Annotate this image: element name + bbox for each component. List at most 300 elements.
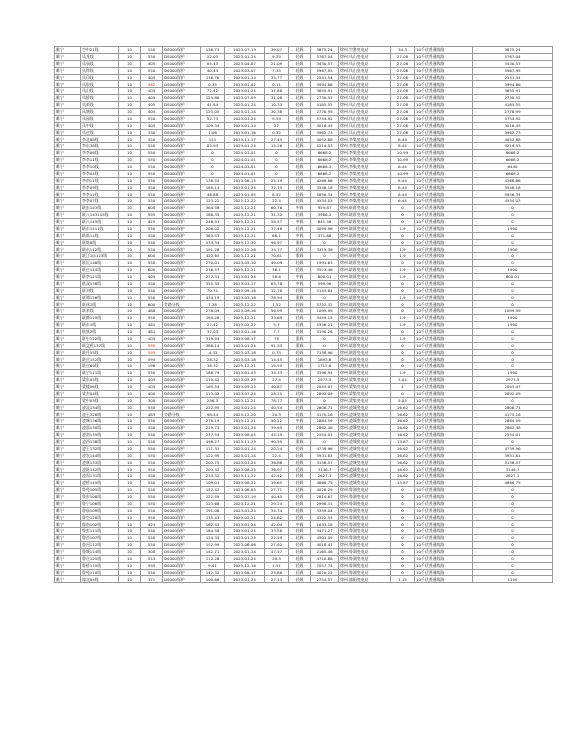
open-capacity-cell: 0 (473, 548, 553, 555)
protection-cell: DS000保护 (163, 170, 201, 177)
voltage-cell: 10 (119, 205, 141, 212)
line-name-cell: 鲁宁106线 (81, 500, 119, 507)
available-capacity-cell: 0 (311, 253, 339, 260)
open-capacity-cell: 0 (473, 555, 553, 562)
substation-capacity-cell: 0 (391, 287, 415, 294)
voltage-cell: 10 (119, 452, 141, 459)
max-load-cell: -4.32 (201, 349, 225, 356)
line-type-cell: 10千伏普通线路 (415, 129, 473, 136)
available-capacity-cell: 0 (311, 438, 339, 445)
max-load-cell: 83.93 (201, 143, 225, 150)
max-load-cell: 27.42 (201, 322, 225, 329)
available-capacity-cell: 4020.22 (311, 569, 339, 576)
load-status-cell: 轻载 (289, 60, 311, 67)
rated-capacity-cell: 550 (141, 198, 163, 205)
open-capacity-cell: 1900 (473, 322, 553, 329)
table-row (55, 569, 553, 576)
line-type-cell: 10千伏普通线路 (415, 576, 473, 583)
available-capacity-cell: 3875.24 (311, 47, 339, 54)
rated-capacity-cell: 462 (141, 81, 163, 88)
max-load-cell: 355.35 (201, 280, 225, 287)
voltage-cell: 10 (119, 53, 141, 60)
max-load-cell: 434.19 (201, 294, 225, 301)
voltage-cell: 10 (119, 480, 141, 487)
voltage-cell: 10 (119, 404, 141, 411)
load-status-cell: 轻载 (289, 212, 311, 219)
max-load-cell: 37.03 (201, 328, 225, 335)
protection-cell: DS000保护 (163, 377, 201, 384)
voltage-cell: 10 (119, 459, 141, 466)
line-name-cell: 联来线 (81, 308, 119, 315)
load-rate-cell: 79 (265, 335, 289, 342)
max-load-cell: 123.22 (201, 198, 225, 205)
substation-cell: 徐州.鲁湖变电站 (339, 514, 391, 521)
voltage-cell: 10 (119, 280, 141, 287)
max-load-date-cell: 2023-07-19 (225, 493, 265, 500)
rated-capacity-cell: 550 (141, 493, 163, 500)
line-type-cell: 10千伏普通线路 (415, 493, 473, 500)
rated-capacity-cell: 550 (141, 507, 163, 514)
county-cell: 睢宁 (55, 150, 81, 157)
max-load-cell: 52.03 (201, 53, 225, 60)
max-load-cell: 46.88 (201, 191, 225, 198)
protection-cell: DS000保护 (163, 273, 201, 280)
line-type-cell: 10千伏普通线路 (415, 521, 473, 528)
voltage-cell: 10 (119, 370, 141, 377)
load-rate-cell: 5.7 (265, 322, 289, 329)
max-load-cell: 152.42 (201, 487, 225, 494)
max-load-cell: 0 (201, 163, 225, 170)
line-type-cell: 10千伏普通线路 (415, 562, 473, 569)
county-cell: 睢宁 (55, 562, 81, 569)
open-capacity-cell: 1900 (473, 267, 553, 274)
load-status-cell: 轻载 (289, 404, 311, 411)
available-capacity-cell: 5190.28 (311, 328, 339, 335)
table-row (55, 273, 553, 280)
protection-cell: DS000保护 (163, 150, 201, 157)
substation-cell: 徐州.李集变电站 (339, 177, 391, 184)
line-name-cell: 联庄152线 (81, 356, 119, 363)
load-status-cell: 轻载 (289, 356, 311, 363)
county-cell: 睢宁 (55, 81, 81, 88)
open-capacity-cell: 2884.59 (473, 418, 553, 425)
open-capacity-cell: 2730.52 (473, 95, 553, 102)
open-capacity-cell: 4268.86 (473, 177, 553, 184)
rated-capacity-cell: 550 (141, 157, 163, 164)
protection-cell: DS000保护 (163, 363, 201, 370)
max-load-cell: 112.28 (201, 555, 225, 562)
table-row (55, 507, 553, 514)
max-load-cell: 276.19 (201, 418, 225, 425)
available-capacity-cell: 3994.86 (311, 81, 339, 88)
substation-cell: 徐州.凤山变电站 (339, 115, 391, 122)
rated-capacity-cell: 425 (141, 218, 163, 225)
open-capacity-cell: 3931.81 (473, 452, 553, 459)
available-capacity-cell: 3430.57 (311, 60, 339, 67)
load-status-cell: 中载 (289, 308, 311, 315)
substation-capacity-cell: 0 (391, 232, 415, 239)
voltage-cell: 10 (119, 294, 141, 301)
max-load-cell: 85.43 (201, 60, 225, 67)
substation-capacity-cell: 16.62 (391, 445, 415, 452)
open-capacity-cell: 0 (473, 356, 553, 363)
open-capacity-cell: 0 (473, 487, 553, 494)
county-cell: 睢宁 (55, 218, 81, 225)
line-name-cell: 凤龙线 (81, 53, 119, 60)
load-rate-cell: 32.75 (265, 184, 289, 191)
protection-cell: DS000保护 (163, 562, 201, 569)
line-type-cell: 10千伏普通线路 (415, 363, 473, 370)
rated-capacity-cell: 550 (141, 528, 163, 535)
table-row (55, 459, 553, 466)
substation-cell: 徐州.凌城变电站 (339, 425, 391, 432)
max-load-cell: 40.43 (201, 67, 225, 74)
county-cell: 睢宁 (55, 239, 81, 246)
max-load-cell: 248.91 (201, 218, 225, 225)
line-name-cell: 李南11线 (81, 177, 119, 184)
open-capacity-cell: 3156.57 (473, 459, 553, 466)
protection-cell: DS000保护 (163, 53, 201, 60)
open-capacity-cell: 6440 (473, 163, 553, 170)
substation-capacity-cell: 4 (391, 383, 415, 390)
load-status-cell: 轻载 (289, 445, 311, 452)
protection-cell: DS000保护 (163, 253, 201, 260)
county-cell: 睢宁 (55, 445, 81, 452)
protection-cell: DS000保护 (163, 480, 201, 487)
voltage-cell: 10 (119, 253, 141, 260)
voltage-cell: 10 (119, 95, 141, 102)
max-load-date-cell: 2023-12-21 (225, 232, 265, 239)
county-cell: 睢宁 (55, 108, 81, 115)
max-load-date-cell: 2023-12-20 (225, 411, 265, 418)
protection-cell: DS000保护 (163, 315, 201, 322)
open-capacity-cell: 2554.01 (473, 432, 553, 439)
available-capacity-cell: 6668.2 (311, 170, 339, 177)
max-load-cell: 110.42 (201, 377, 225, 384)
voltage-cell: 10 (119, 267, 141, 274)
county-cell: 睢宁 (55, 122, 81, 129)
max-load-cell: 0 (201, 150, 225, 157)
rated-capacity-cell: 600 (141, 267, 163, 274)
substation-cell: 徐州.凌城变电站 (339, 418, 391, 425)
line-type-cell: 10千伏普通线路 (415, 466, 473, 473)
voltage-cell: 10 (119, 184, 141, 191)
county-cell: 睢宁 (55, 273, 81, 280)
open-capacity-cell: 6668.2 (473, 170, 553, 177)
table-row (55, 60, 553, 67)
county-cell: 睢宁 (55, 163, 81, 170)
table-row (55, 349, 553, 356)
rated-capacity-cell: 550 (141, 177, 163, 184)
available-capacity-cell: 2043.07 (311, 383, 339, 390)
voltage-cell: 10 (119, 342, 141, 349)
substation-capacity-cell: 0 (391, 514, 415, 521)
available-capacity-cell: 3548.18 (311, 184, 339, 191)
load-status-cell: 轻载 (289, 370, 311, 377)
open-capacity-cell: 2973.5 (473, 377, 553, 384)
rated-capacity-cell: 550 (141, 569, 163, 576)
substation-capacity-cell: 10.99 (391, 150, 415, 157)
protection-cell: 旁路分线 (163, 411, 201, 418)
substation-capacity-cell: 0 (391, 356, 415, 363)
substation-cell: 徐州.联群变电站 (339, 349, 391, 356)
rated-capacity-cell: 600 (141, 253, 163, 260)
max-load-date-cell: 2023-01-02 (225, 81, 265, 88)
voltage-cell: 10 (119, 246, 141, 253)
substation-capacity-cell: 27.08 (391, 88, 415, 95)
voltage-cell: 10 (119, 514, 141, 521)
line-type-cell: 10千伏普通线路 (415, 163, 473, 170)
protection-cell: DS000保护 (163, 115, 201, 122)
county-cell: 睢宁 (55, 480, 81, 487)
max-load-date-cell: 2023-09-16 (225, 287, 265, 294)
rated-capacity-cell: 300 (141, 548, 163, 555)
line-name-cell: 凤渠线 (81, 102, 119, 109)
substation-cell: 徐州.鲁湖变电站 (339, 521, 391, 528)
available-capacity-cell: 5754.92 (311, 115, 339, 122)
substation-cell: 徐州.联群变电站 (339, 232, 391, 239)
max-load-cell: 136.76 (201, 74, 225, 81)
county-cell: 睢宁 (55, 129, 81, 136)
line-type-cell: 10千伏普通线路 (415, 500, 473, 507)
voltage-cell: 10 (119, 102, 141, 109)
county-cell: 睢宁 (55, 466, 81, 473)
line-type-cell: 10千伏普通线路 (415, 108, 473, 115)
substation-capacity-cell: 6.44 (391, 136, 415, 143)
line-name-cell: 凌陈142线 (81, 466, 119, 473)
line-type-cell: 10千伏普通线路 (415, 356, 473, 363)
substation-cell: 徐州.鲁湖变电站 (339, 487, 391, 494)
protection-cell: DS000保护 (163, 487, 201, 494)
max-load-date-cell: 2023-11-17 (225, 136, 265, 143)
line-type-cell: 10千伏普通线路 (415, 102, 473, 109)
load-rate-cell: 58.57 (265, 218, 289, 225)
spreadsheet (54, 46, 532, 583)
rated-capacity-cell: 405 (141, 383, 163, 390)
line-type-cell: 10千伏普通线路 (415, 432, 473, 439)
substation-capacity-cell: 0 (391, 363, 415, 370)
line-name-cell: 凤庄线 (81, 129, 119, 136)
substation-cell: 徐州.凤山变电站 (339, 88, 391, 95)
line-name-cell: 联陈8线 (81, 239, 119, 246)
load-rate-cell: 30.38 (265, 108, 289, 115)
rated-capacity-cell: 550 (141, 163, 163, 170)
open-capacity-cell: 2862.48 (473, 425, 553, 432)
substation-cell: 徐州.凤山变电站 (339, 60, 391, 67)
line-type-cell: 10千伏普通线路 (415, 177, 473, 184)
protection-cell: DS000保护 (163, 438, 201, 445)
voltage-cell: 10 (119, 225, 141, 232)
load-status-cell: 轻载 (289, 487, 311, 494)
load-rate-cell: 34.74 (265, 507, 289, 514)
max-load-cell: 135.43 (201, 514, 225, 521)
substation-cell: 徐州.鲁湖变电站 (339, 542, 391, 549)
line-type-cell: 10千伏普通线路 (415, 81, 473, 88)
county-cell: 睢宁 (55, 404, 81, 411)
max-load-cell: 498.27 (201, 438, 225, 445)
table-row (55, 81, 553, 88)
rated-capacity-cell: 550 (141, 480, 163, 487)
line-name-cell: 鲁城114线 (81, 548, 119, 555)
rated-capacity-cell: 405 (141, 60, 163, 67)
substation-cell: 徐州.凤山变电站 (339, 108, 391, 115)
rated-capacity-cell: 595 (141, 356, 163, 363)
table-row (55, 487, 553, 494)
load-status-cell: 轻载 (289, 198, 311, 205)
line-name-cell: 凤园线 (81, 115, 119, 122)
max-load-date-cell: 2023-06-15 (225, 177, 265, 184)
table-row (55, 438, 553, 445)
load-rate-cell: 43.19 (265, 432, 289, 439)
load-rate-cell: 39.07 (265, 47, 289, 54)
rated-capacity-cell: 371 (141, 576, 163, 583)
max-load-date-cell: 2023-01-16 (225, 129, 265, 136)
available-capacity-cell: 3523.46 (311, 267, 339, 274)
rated-capacity-cell: 550 (141, 136, 163, 143)
available-capacity-cell: 371.86 (311, 232, 339, 239)
rated-capacity-cell: 550 (141, 425, 163, 432)
table-row (55, 88, 553, 95)
voltage-cell: 10 (119, 322, 141, 329)
rated-capacity-cell: 550 (141, 246, 163, 253)
line-type-cell: 10千伏普通线路 (415, 115, 473, 122)
available-capacity-cell: 2627.1 (311, 473, 339, 480)
substation-cell: 徐州.梁集变电站 (339, 383, 391, 390)
rated-capacity-cell: 481 (141, 328, 163, 335)
protection-cell: DS000保护 (163, 294, 201, 301)
substation-cell: 徐州.鲁湖变电站 (339, 562, 391, 569)
load-rate-cell: 31.08 (265, 95, 289, 102)
county-cell: 睢宁 (55, 555, 81, 562)
open-capacity-cell: 0 (473, 280, 553, 287)
available-capacity-cell: 4175.16 (311, 411, 339, 418)
load-status-cell: 轻载 (289, 473, 311, 480)
max-load-date-cell: 2023-01-24 (225, 102, 265, 109)
max-load-cell: 7.38 (201, 301, 225, 308)
rated-capacity-cell: 405 (141, 102, 163, 109)
load-status-cell: 轻载 (289, 157, 311, 164)
max-load-cell: 52.73 (201, 115, 225, 122)
max-load-cell: 28.32 (201, 356, 225, 363)
substation-cell: 徐州.联群变电站 (339, 267, 391, 274)
max-load-cell: 125.86 (201, 95, 225, 102)
protection-cell: DS000保护 (163, 136, 201, 143)
substation-cell: 徐州.联群变电站 (339, 287, 391, 294)
max-load-cell: 9.01 (201, 562, 225, 569)
voltage-cell: 10 (119, 542, 141, 549)
load-rate-cell: 42.04 (265, 521, 289, 528)
line-type-cell: 10千伏普通线路 (415, 514, 473, 521)
table-row (55, 239, 553, 246)
protection-cell: DS000保护 (163, 349, 201, 356)
substation-capacity-cell: 5.04 (391, 397, 415, 404)
voltage-cell: 10 (119, 390, 141, 397)
voltage-cell: 10 (119, 308, 141, 315)
substation-capacity-cell: 16.62 (391, 452, 415, 459)
load-rate-cell: 70.61 (265, 253, 289, 260)
substation-cell: 徐州.联群变电站 (339, 335, 391, 342)
table-row (55, 514, 553, 521)
county-cell: 睢宁 (55, 136, 81, 143)
substation-capacity-cell: 27.08 (391, 115, 415, 122)
voltage-cell: 10 (119, 445, 141, 452)
voltage-cell: 10 (119, 191, 141, 198)
voltage-cell: 10 (119, 232, 141, 239)
available-capacity-cell: 4028.29 (311, 487, 339, 494)
rated-capacity-cell: 550 (141, 404, 163, 411)
line-name-cell: 凤徐线 (81, 67, 119, 74)
max-load-cell: 186.35 (201, 212, 225, 219)
substation-cell: 徐州.鲁湖变电站 (339, 535, 391, 542)
protection-cell: DS000保护 (163, 322, 201, 329)
open-capacity-cell: 800.01 (473, 273, 553, 280)
protection-cell: DS000保护 (163, 569, 201, 576)
line-name-cell: 联陈11线 (81, 232, 119, 239)
max-load-date-cell: 2023-12-21 (225, 267, 265, 274)
line-load-table (54, 46, 553, 583)
load-rate-cell: 33.56 (265, 528, 289, 535)
line-type-cell: 10千伏普通线路 (415, 487, 473, 494)
protection-cell: DS000保护 (163, 418, 201, 425)
max-load-date-cell: 2023-01-05 (225, 191, 265, 198)
line-type-cell: 10千伏普通线路 (415, 480, 473, 487)
table-row (55, 480, 553, 487)
open-capacity-cell: 4175.16 (473, 411, 553, 418)
open-capacity-cell: 6668.2 (473, 157, 553, 164)
protection-cell: DS000保护 (163, 212, 201, 219)
line-name-cell: 凌王132线 (81, 445, 119, 452)
substation-capacity-cell: 6.44 (391, 177, 415, 184)
load-rate-cell: 20.3 (265, 555, 289, 562)
line-name-cell: 空中21线 (81, 47, 119, 54)
rated-capacity-cell: 595 (141, 342, 163, 349)
max-load-cell: 188.79 (201, 370, 225, 377)
max-load-cell: 364.58 (201, 205, 225, 212)
table-row (55, 129, 553, 136)
open-capacity-cell: 4052.88 (473, 136, 553, 143)
max-load-cell: 388.14 (201, 342, 225, 349)
substation-capacity-cell: 27.08 (391, 74, 415, 81)
county-cell: 睢宁 (55, 383, 81, 390)
table-row (55, 108, 553, 115)
voltage-cell: 10 (119, 157, 141, 164)
open-capacity-cell: 0 (473, 569, 553, 576)
table-row (55, 246, 553, 253)
table-row (55, 377, 553, 384)
max-load-date-cell: 2023-01-24 (225, 507, 265, 514)
substation-cell: 徐州.联群变电站 (339, 212, 391, 219)
available-capacity-cell: 4185.55 (311, 102, 339, 109)
max-load-date-cell: 2023-12-21 (225, 363, 265, 370)
open-capacity-cell: 2806.71 (473, 404, 553, 411)
load-rate-cell: 7.35 (265, 67, 289, 74)
available-capacity-cell: 0 (311, 342, 339, 349)
load-status-cell: 轻载 (289, 108, 311, 115)
max-load-cell: 222.95 (201, 404, 225, 411)
table-row (55, 493, 553, 500)
available-capacity-cell: 2998.31 (311, 500, 339, 507)
open-capacity-cell: 5856.34 (473, 191, 553, 198)
substation-cell: 徐州.联群变电站 (339, 253, 391, 260)
line-type-cell: 10千伏普通线路 (415, 95, 473, 102)
max-load-date-cell: 2023-12-21 (225, 418, 265, 425)
load-rate-cell: 60.76 (265, 205, 289, 212)
load-rate-cell: 0 (265, 170, 289, 177)
table-body (55, 47, 553, 583)
line-type-cell: 10千伏普通线路 (415, 74, 473, 81)
max-load-date-cell: 2023-03-07 (225, 67, 265, 74)
protection-cell: 旁路分线 (163, 301, 201, 308)
